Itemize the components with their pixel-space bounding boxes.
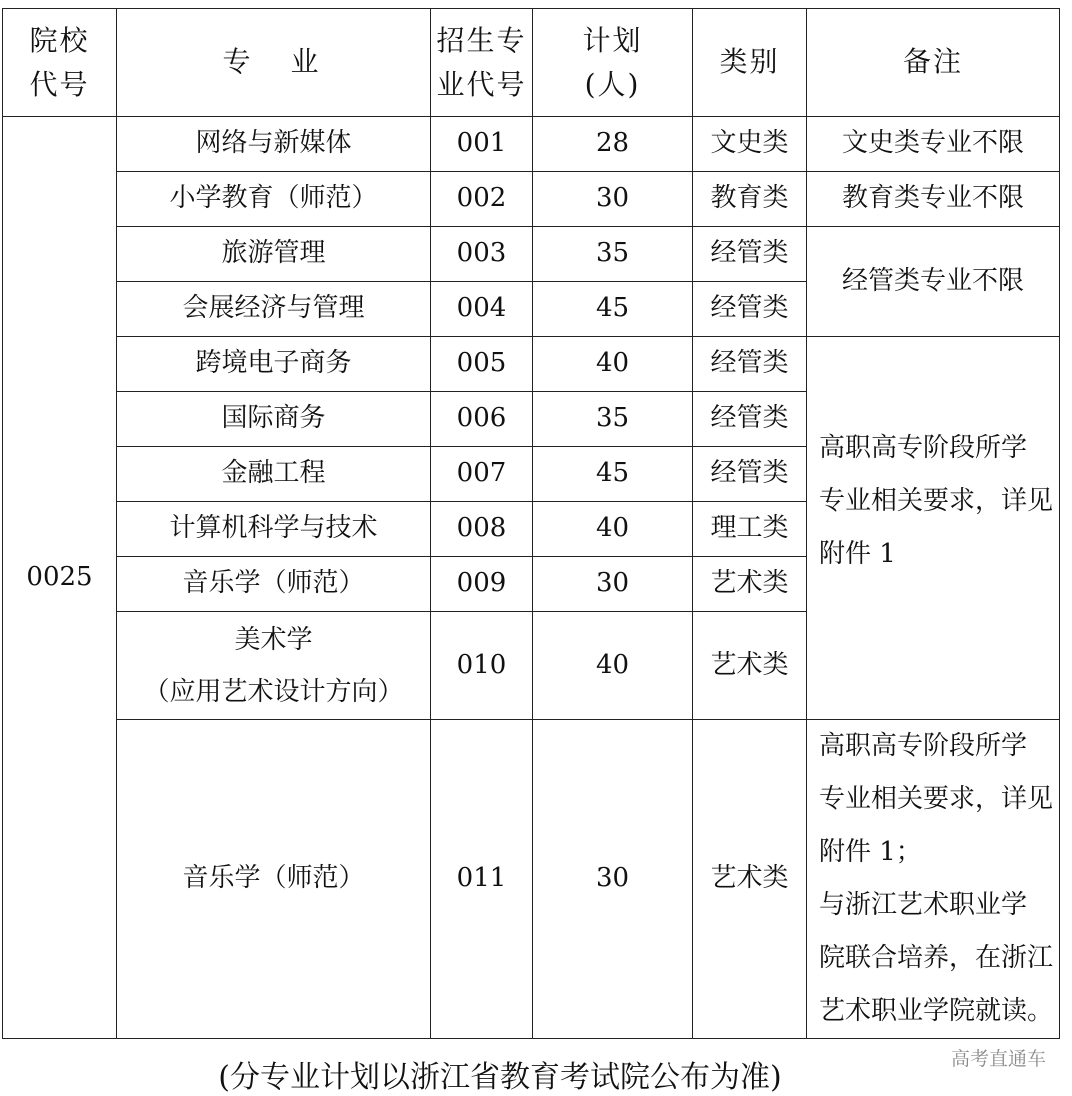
footer-note: (分专业计划以浙江省教育考试院公布为准) (218, 1060, 782, 1095)
major-line: 美术学 (234, 624, 313, 655)
remark-line: 附件 1； (819, 837, 922, 867)
school-code-cell: 0025 (3, 117, 117, 1039)
header-plan (533, 9, 693, 117)
category-cell: 经管类 (693, 282, 807, 337)
remark-line: 附件 1 (819, 539, 896, 569)
table-row (3, 172, 1060, 227)
category-cell: 经管类 (693, 337, 807, 392)
remark-line: 与浙江艺术职业学 (819, 890, 1028, 920)
major-cell: 旅游管理 (117, 227, 431, 282)
major-code-cell: 006 (431, 392, 533, 447)
major-code-cell: 003 (431, 227, 533, 282)
plan-cell: 40 (533, 612, 693, 720)
remark-line: 艺术职业学院就读。 (819, 996, 1054, 1026)
header-major-code-line2: 业代号 (436, 67, 527, 101)
remark-line: 专业相关要求，详见 (819, 784, 1054, 814)
major-code-cell: 001 (431, 117, 533, 172)
major-cell: 计算机科学与技术 (117, 502, 431, 557)
major-cell: 小学教育（师范） (117, 172, 431, 227)
admission-plan-table (2, 8, 1060, 1039)
header-major: 专 业 (117, 9, 431, 117)
major-code-cell: 010 (431, 612, 533, 720)
remark-line: 院联合培养，在浙江 (819, 943, 1054, 973)
remark-cell-joint-training (807, 720, 1060, 1039)
plan-cell: 40 (533, 502, 693, 557)
major-cell: 网络与新媒体 (117, 117, 431, 172)
remark-line: 专业相关要求，详见 (819, 486, 1054, 516)
plan-cell: 30 (533, 557, 693, 612)
remark-cell-attachment (807, 337, 1060, 720)
major-code-cell: 007 (431, 447, 533, 502)
table-row (3, 337, 1060, 392)
header-major-code-line1: 招生专 (436, 24, 527, 58)
header-row (3, 9, 1060, 117)
category-cell: 艺术类 (693, 557, 807, 612)
category-cell: 教育类 (693, 172, 807, 227)
plan-cell: 30 (533, 172, 693, 227)
major-code-cell: 008 (431, 502, 533, 557)
plan-cell: 40 (533, 337, 693, 392)
category-cell: 经管类 (693, 227, 807, 282)
category-cell: 经管类 (693, 392, 807, 447)
header-school-code-line2: 代号 (29, 67, 90, 101)
plan-cell: 35 (533, 227, 693, 282)
table-row (3, 227, 1060, 282)
remark-cell: 经管类专业不限 (807, 227, 1060, 337)
major-cell: 音乐学（师范） (117, 720, 431, 1039)
major-code-cell: 002 (431, 172, 533, 227)
major-cell: 跨境电子商务 (117, 337, 431, 392)
plan-cell: 35 (533, 392, 693, 447)
header-school-code (3, 9, 117, 117)
major-code-cell: 005 (431, 337, 533, 392)
remark-line: 高职高专阶段所学 (819, 731, 1028, 761)
major-line: （应用艺术设计方向） (143, 676, 404, 707)
major-cell (117, 612, 431, 720)
remark-cell: 教育类专业不限 (807, 172, 1060, 227)
category-cell: 文史类 (693, 117, 807, 172)
header-major-code (431, 9, 533, 117)
major-code-cell: 004 (431, 282, 533, 337)
major-code-cell: 011 (431, 720, 533, 1039)
plan-cell: 45 (533, 447, 693, 502)
plan-cell: 45 (533, 282, 693, 337)
remark-line: 高职高专阶段所学 (819, 433, 1028, 463)
major-cell: 会展经济与管理 (117, 282, 431, 337)
header-remarks: 备注 (807, 9, 1060, 117)
remark-cell: 文史类专业不限 (807, 117, 1060, 172)
major-code-cell: 009 (431, 557, 533, 612)
category-cell: 艺术类 (693, 612, 807, 720)
category-cell: 艺术类 (693, 720, 807, 1039)
category-cell: 经管类 (693, 447, 807, 502)
header-category: 类别 (693, 9, 807, 117)
table-row (3, 720, 1060, 1039)
header-school-code-line1: 院校 (29, 24, 90, 58)
major-cell: 音乐学（师范） (117, 557, 431, 612)
category-cell: 理工类 (693, 502, 807, 557)
watermark: 高考直通车 (950, 1048, 1046, 1070)
major-cell: 国际商务 (117, 392, 431, 447)
plan-cell: 30 (533, 720, 693, 1039)
table-row (3, 117, 1060, 172)
major-cell: 金融工程 (117, 447, 431, 502)
plan-cell: 28 (533, 117, 693, 172)
header-plan-line1: 计划 (582, 24, 643, 58)
header-plan-line2: (人) (584, 67, 641, 101)
